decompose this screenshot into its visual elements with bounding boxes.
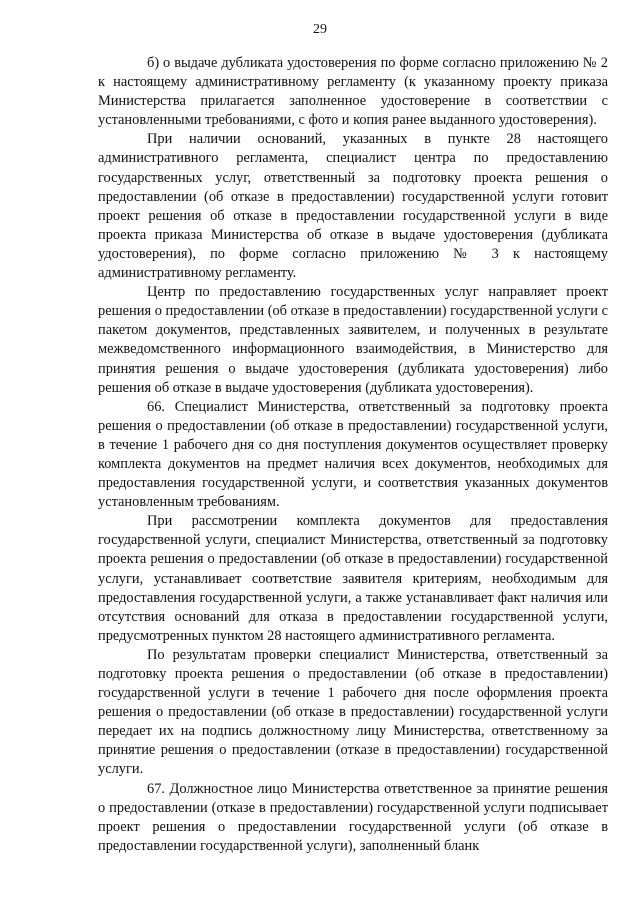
document-body [98,54,608,856]
paragraph-check-results: По результатам проверки специалист Министерства, ответственный за подготовку проекта решения о предоставлении (об отказе в предоставлении) государственной услуги в течение 1 рабочего дня после оформления проекта решения о предоставлении (об отказе в предоставлении) государственной услуги передает их на подпись должностному лицу Министерства, ответственному за принятие решения о предоставлении (отказе в предоставлении) государственной услуги. [98,646,608,778]
paragraph-center-submission: Центр по предоставлению государственных услуг направляет проект решения о предоставлении (об отказе в предоставлении) государственной услуги с пакетом документов, представленных заявителем, и полученных в результате межведомственного информационного взаимодействия, в Министерство для принятия решения о выдаче удостоверения (дубликата удостоверения) либо решения об отказе в выдаче удостоверения (дубликата удостоверения). [98,284,608,396]
paragraph-item-66: 66. Специалист Министерства, ответственный за подготовку проекта решения о предоставлении (об отказе в предоставлении) государственной услуги, в течение 1 рабочего дня со дня поступления документов осуществляет проверку комплекта документов на предмет наличия всех документов, необходимых для предоставления государственной услуги, и соответствия указанных документов установленным требованиям. [98,398,608,511]
paragraph-item-67: 67. Должностное лицо Министерства ответственное за принятие решения о предоставлении (отказе в предоставлении) государственной услуги подписывает проект решения о предоставлении государственной услуги (об отказе в предоставлении государственной услуги), заполненный бланк [98,780,608,854]
paragraph-dublicate-issuance: б) о выдаче дубликата удостоверения по форме согласно приложению № 2 к настоящему административному регламенту (к указанному проекту приказа Министерства прилагается заполненное удостоверение в соответствии с установленными требованиями, с фото и копия ранее выданного удостоверения). [98,55,608,129]
paragraph-refusal-grounds: При наличии оснований, указанных в пункте 28 настоящего административного регламента, специалист центра по предоставлению государственных услуг, ответственный за подготовку проекта решения о предоставлении (об отказе в предоставлении) государственной услуги готовит проект решения об отказе в предоставлении государственной услуги в виде проекта приказа Министерства об отказе в выдаче удостоверения (дубликата удостоверения), по форме согласно приложению № 3 к настоящему административному регламенту. [98,131,608,282]
page-number: 29 [313,22,327,37]
paragraph-document-review: При рассмотрении комплекта документов для предоставления государственной услуги, специалист Министерства, ответственный за подготовку проекта решения о предоставлении (об отказе в предоставлении) государственной услуги, устанавливает соответствие заявителя критериям, необходимым для предоставления государственной услуги, а также устанавливает факт наличия или отсутствия оснований для отказа в предоставлении государственной услуги, предусмотренных пунктом 28 настоящего административного регламента. [98,513,608,644]
